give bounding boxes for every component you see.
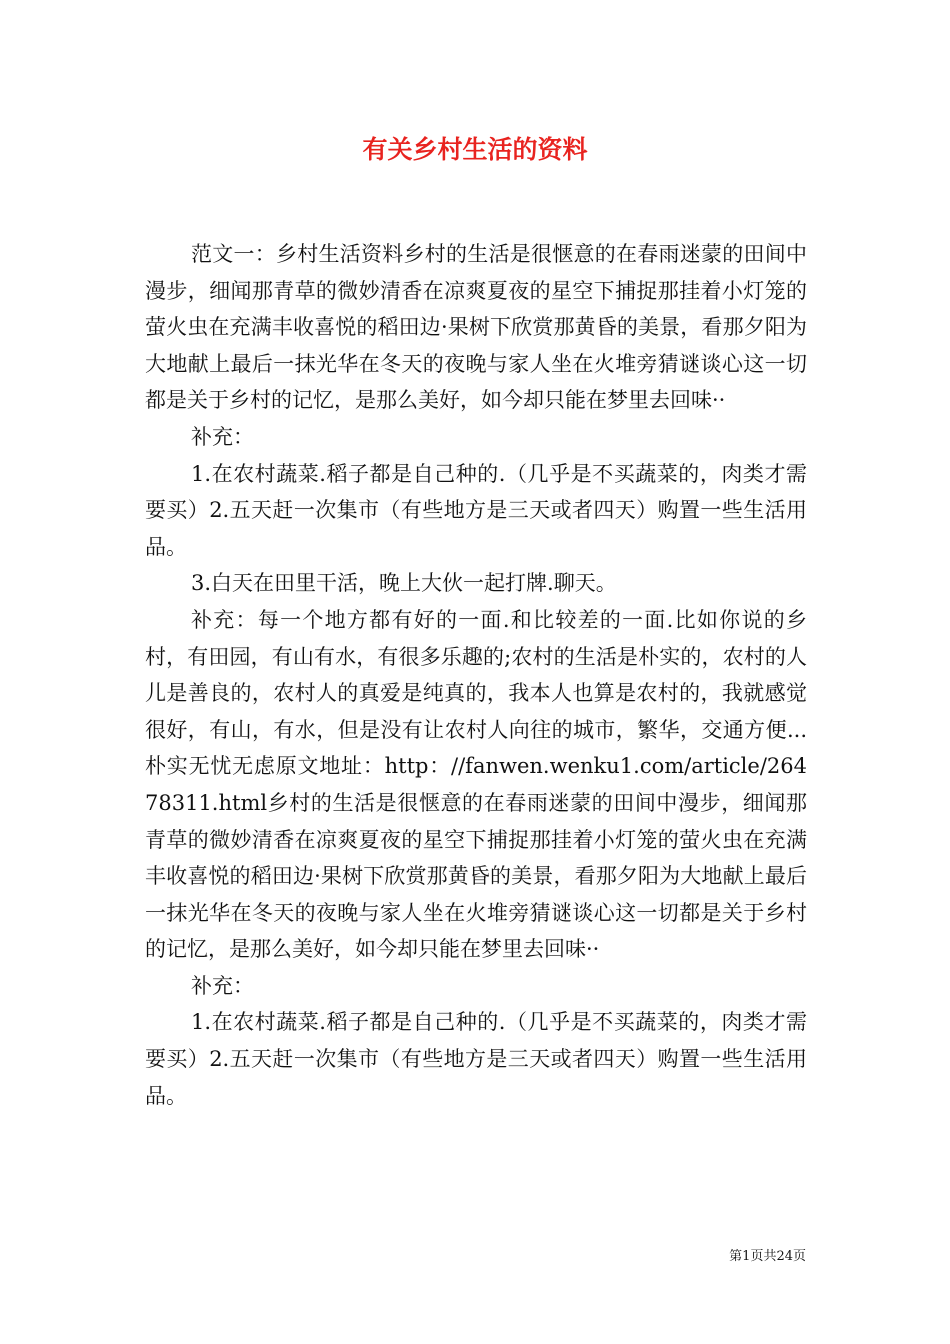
document-title: 有关乡村生活的资料 [362, 135, 588, 164]
paragraph-list-item-3: 3.白天在田里干活，晚上大伙一起打牌.聊天。 [191, 571, 617, 596]
paragraph-intro: 范文一：乡村生活资料乡村的生活是很惬意的在春雨迷蒙的田间中漫步，细闻那青草的微妙清香在凉爽夏夜的星空下捕捉那挂着小灯笼的萤火虫在充满丰收喜悦的稻田边·果树下欣赏那黄昏的美景，看那夕阳为大地献上最后一抹光华在冬天的夜晚与家人坐在火堆旁猜谜谈心这一切都是关于乡村的记忆，是那么美好，如今却只能在梦里去回味·· [145, 242, 807, 413]
paragraph-supplement-label-2: 补充： [191, 973, 254, 998]
document-body [145, 236, 807, 1114]
paragraph-supplement-label: 补充： [191, 424, 254, 449]
page-number-footer: 第1页共24页 [729, 1249, 806, 1264]
paragraph-list-item-1: 1.在农村蔬菜.稻子都是自己种的.（几乎是不买蔬菜的，肉类才需要买）2.五天赶一次集市（有些地方是三天或者四天）购置一些生活用品。 [145, 461, 807, 559]
paragraph-list-item-1-repeat: 1.在农村蔬菜.稻子都是自己种的.（几乎是不买蔬菜的，肉类才需要买）2.五天赶一次集市（有些地方是三天或者四天）购置一些生活用品。 [145, 1010, 807, 1108]
paragraph-supplement-detail: 补充：每一个地方都有好的一面.和比较差的一面.比如你说的乡村，有田园，有山有水，有很多乐趣的;农村的生活是朴实的，农村的人儿是善良的，农村人的真爱是纯真的，我本人也算是农村的，我就感觉很好，有山，有水，但是没有让农村人向往的城市，繁华，交通方便...朴实无忧无虑原文地址：http：//fanwen.wenku1.com/article/26478311.html乡村的生活是很惬意的在春雨迷蒙的田间中漫步，细闻那青草的微妙清香在凉爽夏夜的星空下捕捉那挂着小灯笼的萤火虫在充满丰收喜悦的稻田边·果树下欣赏那黄昏的美景，看那夕阳为大地献上最后一抹光华在冬天的夜晚与家人坐在火堆旁猜谜谈心这一切都是关于乡村的记忆，是那么美好，如今却只能在梦里去回味·· [145, 607, 807, 962]
